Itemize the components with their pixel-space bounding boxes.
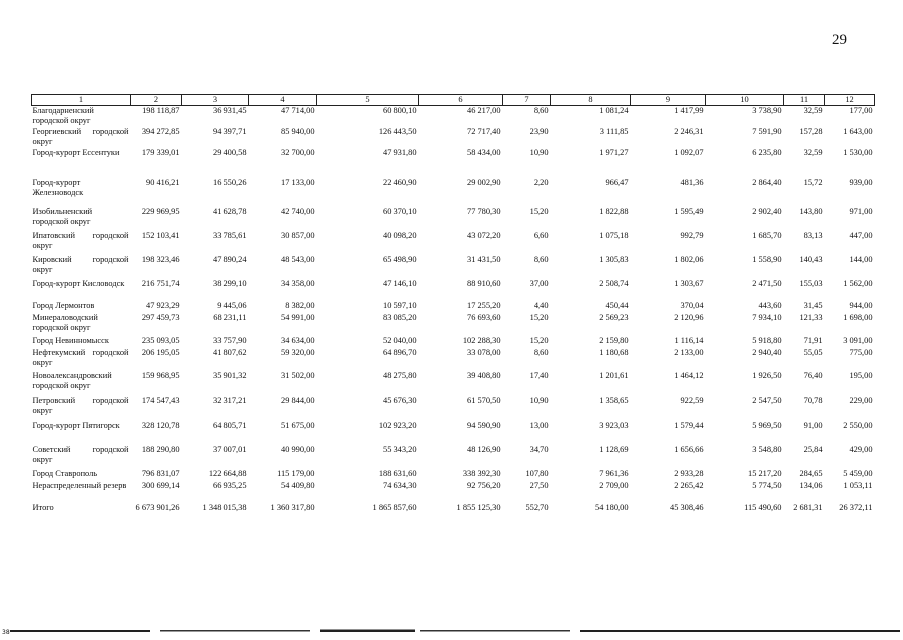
table-cell: 60 370,10 bbox=[383, 206, 417, 216]
row-label: Ипатовский городской округ bbox=[32, 230, 129, 250]
table-cell: 55,05 bbox=[803, 347, 823, 357]
table-cell: 25,84 bbox=[803, 444, 823, 454]
table-cell: 2 933,28 bbox=[674, 468, 704, 478]
table-row bbox=[32, 396, 875, 421]
table-cell: 40 098,20 bbox=[383, 230, 417, 240]
table-cell: 121,33 bbox=[799, 312, 823, 322]
table-cell: 48 275,80 bbox=[383, 370, 417, 380]
table-cell: 2 709,00 bbox=[599, 480, 629, 490]
table-cell: 1 305,83 bbox=[599, 254, 629, 264]
table-row bbox=[32, 279, 875, 301]
table-cell: 37 007,01 bbox=[213, 444, 247, 454]
table-cell: 54 409,80 bbox=[281, 480, 315, 490]
table-cell: 59 320,00 bbox=[281, 347, 315, 357]
table-cell: 229,00 bbox=[849, 395, 873, 405]
table-cell: 71,91 bbox=[803, 335, 823, 345]
table-cell: 77 780,30 bbox=[467, 206, 501, 216]
table-cell: 102 288,30 bbox=[462, 335, 501, 345]
table-cell: 179 339,01 bbox=[141, 147, 180, 157]
table-cell: 370,04 bbox=[680, 300, 704, 310]
table-cell: 1 822,88 bbox=[599, 206, 629, 216]
table-cell: 15 217,20 bbox=[748, 468, 782, 478]
table-cell: 188 631,60 bbox=[378, 468, 417, 478]
table-cell: 1 053,11 bbox=[843, 480, 873, 490]
table-row bbox=[32, 336, 875, 348]
table-cell: 122 664,88 bbox=[208, 468, 247, 478]
table-cell: 34 358,00 bbox=[281, 278, 315, 288]
table-cell: 16 550,26 bbox=[213, 177, 247, 187]
table-cell: 144,00 bbox=[849, 254, 873, 264]
table-cell: 5 774,50 bbox=[752, 480, 782, 490]
table-row bbox=[32, 255, 875, 279]
table-cell: 1 698,00 bbox=[843, 312, 873, 322]
table-cell: 394 272,85 bbox=[141, 126, 180, 136]
header-row bbox=[32, 95, 875, 106]
table-cell: 22 460,90 bbox=[383, 177, 417, 187]
table-cell: 60 800,10 bbox=[383, 106, 417, 115]
table-cell: 188 290,80 bbox=[141, 444, 180, 454]
table-cell: 31,45 bbox=[803, 300, 823, 310]
table-cell: 13,00 bbox=[529, 420, 549, 430]
table-cell: 796 831,07 bbox=[141, 468, 180, 478]
table-cell: 88 910,60 bbox=[467, 278, 501, 288]
table-cell: 126 443,50 bbox=[378, 126, 417, 136]
table-cell: 92 756,20 bbox=[467, 480, 501, 490]
table-cell: 34,70 bbox=[529, 444, 549, 454]
row-label: Город-курорт Пятигорск bbox=[32, 420, 120, 430]
column-header: 7 bbox=[503, 95, 551, 106]
table-row bbox=[32, 421, 875, 445]
table-cell: 46 217,00 bbox=[467, 106, 501, 115]
table-cell: 15,72 bbox=[803, 177, 823, 187]
table-cell: 206 195,05 bbox=[141, 347, 180, 357]
table-cell: 922,59 bbox=[680, 395, 704, 405]
table-cell: 45 676,30 bbox=[383, 395, 417, 405]
table-cell: 1 348 015,38 bbox=[202, 502, 247, 512]
table-cell: 26 372,11 bbox=[839, 502, 873, 512]
table-cell: 61 570,50 bbox=[467, 395, 501, 405]
table-cell: 5 918,80 bbox=[752, 335, 782, 345]
table-cell: 41 628,78 bbox=[213, 206, 247, 216]
table-cell: 32 700,00 bbox=[281, 147, 315, 157]
table-cell: 6 235,80 bbox=[752, 147, 782, 157]
table-cell: 198 118,87 bbox=[142, 106, 180, 115]
table-cell: 3 111,85 bbox=[599, 126, 629, 136]
table-cell: 450,44 bbox=[605, 300, 629, 310]
table-cell: 3 091,00 bbox=[843, 335, 873, 345]
table-cell: 338 392,30 bbox=[462, 468, 501, 478]
table-cell: 107,80 bbox=[525, 468, 549, 478]
row-label: Город Лермонтов bbox=[32, 300, 95, 310]
table-cell: 15,20 bbox=[529, 335, 549, 345]
table-cell: 1 595,49 bbox=[674, 206, 704, 216]
table-cell: 10,90 bbox=[529, 147, 549, 157]
table-cell: 159 968,95 bbox=[141, 370, 180, 380]
table-cell: 38 299,10 bbox=[213, 278, 247, 288]
table-cell: 34 634,00 bbox=[281, 335, 315, 345]
row-label: Город-курорт Ессентуки bbox=[32, 147, 120, 157]
column-header: 3 bbox=[182, 95, 249, 106]
table-cell: 31 502,00 bbox=[281, 370, 315, 380]
row-label: Изобильненский городской округ bbox=[32, 206, 93, 226]
table-cell: 152 103,41 bbox=[141, 230, 180, 240]
table-cell: 939,00 bbox=[849, 177, 873, 187]
page-number: 29 bbox=[832, 32, 847, 48]
table-cell: 47 890,24 bbox=[213, 254, 247, 264]
column-header: 11 bbox=[784, 95, 825, 106]
table-cell: 143,80 bbox=[799, 206, 823, 216]
table-cell: 1 417,99 bbox=[674, 106, 704, 115]
column-header: 9 bbox=[631, 95, 706, 106]
table-cell: 443,60 bbox=[758, 300, 782, 310]
table-row bbox=[32, 231, 875, 255]
table-cell: 966,47 bbox=[605, 177, 629, 187]
table-cell: 1 201,61 bbox=[599, 370, 629, 380]
table-cell: 5 459,00 bbox=[843, 468, 873, 478]
table-cell: 297 459,73 bbox=[141, 312, 180, 322]
table-cell: 3 738,90 bbox=[752, 106, 782, 115]
column-header: 1 bbox=[32, 95, 131, 106]
table-cell: 2 681,31 bbox=[793, 502, 823, 512]
table-cell: 83,13 bbox=[803, 230, 823, 240]
table-cell: 1 643,00 bbox=[843, 126, 873, 136]
row-label: Георгиевский городской округ bbox=[32, 126, 129, 146]
table-cell: 2 547,50 bbox=[752, 395, 782, 405]
row-label: Город Ставрополь bbox=[32, 468, 98, 478]
table-cell: 944,00 bbox=[849, 300, 873, 310]
table-cell: 1 579,44 bbox=[674, 420, 704, 430]
table-cell: 42 740,00 bbox=[281, 206, 315, 216]
table-cell: 1 530,00 bbox=[843, 147, 873, 157]
table-cell: 32,59 bbox=[803, 147, 823, 157]
table-cell: 52 040,00 bbox=[383, 335, 417, 345]
table-row bbox=[32, 207, 875, 231]
table-cell: 195,00 bbox=[849, 370, 873, 380]
table-cell: 1 865 857,60 bbox=[372, 502, 417, 512]
table-cell: 8,60 bbox=[533, 254, 549, 264]
table-cell: 8,60 bbox=[533, 347, 549, 357]
table-cell: 1 075,18 bbox=[599, 230, 629, 240]
table-cell: 29 400,58 bbox=[213, 147, 247, 157]
row-label: Город Невинномысск bbox=[32, 335, 109, 345]
row-label: Благодарненский городской округ bbox=[32, 106, 94, 125]
table-cell: 2 120,96 bbox=[674, 312, 704, 322]
table-cell: 33 757,90 bbox=[213, 335, 247, 345]
table-cell: 54 180,00 bbox=[595, 502, 629, 512]
table-cell: 48 126,90 bbox=[467, 444, 501, 454]
table-row bbox=[32, 178, 875, 207]
table-cell: 481,36 bbox=[680, 177, 704, 187]
table-cell: 94 590,90 bbox=[467, 420, 501, 430]
table-cell: 1 128,69 bbox=[599, 444, 629, 454]
table-cell: 47 146,10 bbox=[383, 278, 417, 288]
table-cell: 1 180,68 bbox=[599, 347, 629, 357]
table-cell: 32 317,21 bbox=[213, 395, 247, 405]
table-cell: 1 855 125,30 bbox=[456, 502, 501, 512]
table-cell: 10 597,10 bbox=[383, 300, 417, 310]
table-cell: 115 490,60 bbox=[744, 502, 782, 512]
table-cell: 1 360 317,80 bbox=[270, 502, 315, 512]
table-cell: 2 902,40 bbox=[752, 206, 782, 216]
table-cell: 102 923,20 bbox=[378, 420, 417, 430]
table-cell: 3 548,80 bbox=[752, 444, 782, 454]
table-cell: 66 935,25 bbox=[213, 480, 247, 490]
table-cell: 91,00 bbox=[803, 420, 823, 430]
table-cell: 2,20 bbox=[533, 177, 549, 187]
table-row bbox=[32, 127, 875, 148]
table-cell: 1 092,07 bbox=[674, 147, 704, 157]
table-cell: 30 857,00 bbox=[281, 230, 315, 240]
table-cell: 7 961,36 bbox=[599, 468, 629, 478]
table-cell: 17,40 bbox=[529, 370, 549, 380]
table-cell: 1 081,24 bbox=[599, 106, 629, 115]
row-label: Итого bbox=[32, 502, 54, 512]
table-cell: 90 416,21 bbox=[146, 177, 180, 187]
table-cell: 2 246,31 bbox=[674, 126, 704, 136]
table-cell: 64 805,71 bbox=[213, 420, 247, 430]
table-cell: 7 934,10 bbox=[752, 312, 782, 322]
table-cell: 155,03 bbox=[799, 278, 823, 288]
table-cell: 1 558,90 bbox=[752, 254, 782, 264]
table-cell: 29 844,00 bbox=[281, 395, 315, 405]
table-row bbox=[32, 348, 875, 371]
table-cell: 15,20 bbox=[529, 206, 549, 216]
table-cell: 51 675,00 bbox=[281, 420, 315, 430]
table-cell: 198 323,46 bbox=[141, 254, 180, 264]
table-row bbox=[32, 106, 875, 127]
table-cell: 33 785,61 bbox=[213, 230, 247, 240]
table-cell: 15,20 bbox=[529, 312, 549, 322]
table-cell: 74 634,30 bbox=[383, 480, 417, 490]
table-cell: 284,65 bbox=[799, 468, 823, 478]
table-cell: 54 991,00 bbox=[281, 312, 315, 322]
footer-mark: 38 bbox=[2, 629, 10, 636]
table-cell: 5 969,50 bbox=[752, 420, 782, 430]
table-cell: 36 931,45 bbox=[213, 106, 247, 115]
row-label: Город-курорт Кисловодск bbox=[32, 278, 125, 288]
table-cell: 70,78 bbox=[803, 395, 823, 405]
table-cell: 2 133,00 bbox=[674, 347, 704, 357]
table-cell: 47 931,80 bbox=[383, 147, 417, 157]
table-cell: 47 923,29 bbox=[146, 300, 180, 310]
table-cell: 216 751,74 bbox=[141, 278, 180, 288]
column-header: 4 bbox=[249, 95, 317, 106]
table-cell: 2 940,40 bbox=[752, 347, 782, 357]
row-label: Город-курорт Железноводск bbox=[32, 177, 84, 197]
column-header: 8 bbox=[551, 95, 631, 106]
table-row bbox=[32, 445, 875, 469]
table-row bbox=[32, 148, 875, 178]
table-cell: 134,06 bbox=[799, 480, 823, 490]
table-row bbox=[32, 371, 875, 396]
table-cell: 8 382,00 bbox=[285, 300, 315, 310]
row-label: Кировский городской округ bbox=[32, 254, 129, 274]
row-label: Петровский городской округ bbox=[32, 395, 129, 415]
table-cell: 55 343,20 bbox=[383, 444, 417, 454]
table-cell: 1 926,50 bbox=[752, 370, 782, 380]
table-cell: 3 923,03 bbox=[599, 420, 629, 430]
table-cell: 6 673 901,26 bbox=[135, 502, 180, 512]
table-cell: 58 434,00 bbox=[467, 147, 501, 157]
table-cell: 300 699,14 bbox=[141, 480, 180, 490]
column-header: 12 bbox=[825, 95, 875, 106]
table-cell: 83 085,20 bbox=[383, 312, 417, 322]
table-cell: 235 093,05 bbox=[141, 335, 180, 345]
table-cell: 552,70 bbox=[525, 502, 549, 512]
table-cell: 1 656,66 bbox=[674, 444, 704, 454]
table-row bbox=[32, 469, 875, 481]
table-cell: 1 116,14 bbox=[674, 335, 704, 345]
table-cell: 47 714,00 bbox=[281, 106, 315, 115]
table-cell: 1 358,65 bbox=[599, 395, 629, 405]
table-cell: 4,40 bbox=[533, 300, 549, 310]
table-cell: 177,00 bbox=[849, 106, 873, 115]
table-cell: 72 717,40 bbox=[467, 126, 501, 136]
table-cell: 23,90 bbox=[529, 126, 549, 136]
table-cell: 429,00 bbox=[849, 444, 873, 454]
table-cell: 35 901,32 bbox=[213, 370, 247, 380]
table-cell: 2 508,74 bbox=[599, 278, 629, 288]
column-header: 5 bbox=[317, 95, 419, 106]
table-cell: 40 990,00 bbox=[281, 444, 315, 454]
table-cell: 2 159,80 bbox=[599, 335, 629, 345]
table-cell: 328 120,78 bbox=[141, 420, 180, 430]
table-cell: 33 078,00 bbox=[467, 347, 501, 357]
table-cell: 76 693,60 bbox=[467, 312, 501, 322]
row-label: Минераловодский городской округ bbox=[32, 312, 98, 332]
table-cell: 41 807,62 bbox=[213, 347, 247, 357]
table-cell: 48 543,00 bbox=[281, 254, 315, 264]
table-cell: 64 896,70 bbox=[383, 347, 417, 357]
table-cell: 2 550,00 bbox=[843, 420, 873, 430]
row-label: Советский городской округ bbox=[32, 444, 129, 464]
table-cell: 65 498,90 bbox=[383, 254, 417, 264]
table-cell: 45 308,46 bbox=[670, 502, 704, 512]
table-cell: 94 397,71 bbox=[213, 126, 247, 136]
table-row bbox=[32, 481, 875, 503]
table-cell: 39 408,80 bbox=[467, 370, 501, 380]
budget-table bbox=[31, 94, 875, 525]
table-cell: 1 303,67 bbox=[674, 278, 704, 288]
table-row bbox=[32, 313, 875, 336]
table-cell: 1 971,27 bbox=[599, 147, 629, 157]
table-cell: 2 471,50 bbox=[752, 278, 782, 288]
table-cell: 1 802,06 bbox=[674, 254, 704, 264]
row-label: Новоалександровский городской округ bbox=[32, 370, 112, 390]
table-cell: 10,90 bbox=[529, 395, 549, 405]
column-header: 6 bbox=[419, 95, 503, 106]
table-cell: 85 940,00 bbox=[281, 126, 315, 136]
table-cell: 8,60 bbox=[533, 106, 549, 115]
table-cell: 17 255,20 bbox=[467, 300, 501, 310]
table-cell: 7 591,90 bbox=[752, 126, 782, 136]
table-cell: 2 864,40 bbox=[752, 177, 782, 187]
table-cell: 2 265,42 bbox=[674, 480, 704, 490]
table-cell: 32,59 bbox=[803, 106, 823, 115]
table-cell: 29 002,90 bbox=[467, 177, 501, 187]
footer-rule bbox=[0, 628, 903, 634]
column-header: 10 bbox=[706, 95, 784, 106]
table-cell: 447,00 bbox=[849, 230, 873, 240]
table-cell: 27,50 bbox=[529, 480, 549, 490]
table-cell: 68 231,11 bbox=[213, 312, 247, 322]
row-label: Нераспределенный резерв bbox=[32, 480, 127, 490]
table-cell: 17 133,00 bbox=[281, 177, 315, 187]
table-cell: 157,28 bbox=[799, 126, 823, 136]
table-cell: 1 562,00 bbox=[843, 278, 873, 288]
table-cell: 2 569,23 bbox=[599, 312, 629, 322]
table-cell: 174 547,43 bbox=[141, 395, 180, 405]
table-cell: 992,79 bbox=[680, 230, 704, 240]
table-cell: 31 431,50 bbox=[467, 254, 501, 264]
table-cell: 6,60 bbox=[533, 230, 549, 240]
table-cell: 76,40 bbox=[803, 370, 823, 380]
table-cell: 9 445,06 bbox=[217, 300, 247, 310]
row-label: Нефтекумский городской округ bbox=[32, 347, 129, 367]
table-row bbox=[32, 503, 875, 525]
table-row bbox=[32, 301, 875, 313]
table-cell: 1 464,12 bbox=[674, 370, 704, 380]
table-cell: 140,43 bbox=[799, 254, 823, 264]
table-cell: 229 969,95 bbox=[141, 206, 180, 216]
table-cell: 43 072,20 bbox=[467, 230, 501, 240]
column-header: 2 bbox=[131, 95, 182, 106]
table-cell: 971,00 bbox=[849, 206, 873, 216]
table-cell: 115 179,00 bbox=[277, 468, 315, 478]
table-cell: 1 685,70 bbox=[752, 230, 782, 240]
table-cell: 37,00 bbox=[529, 278, 549, 288]
table-cell: 775,00 bbox=[849, 347, 873, 357]
